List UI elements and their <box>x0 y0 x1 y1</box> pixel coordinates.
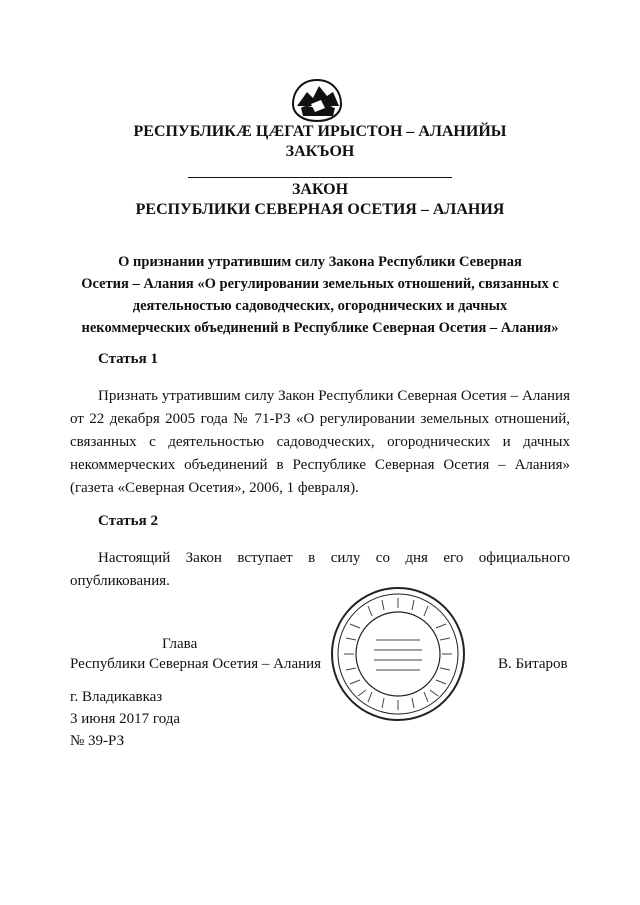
header-divider <box>188 177 452 178</box>
law-title-line: О признании утратившим силу Закона Республики Северная <box>118 254 522 270</box>
ossetian-law-word: ЗАКЪОН <box>285 143 355 160</box>
law-title-line: деятельностью садоводческих, огороднических и дачных <box>132 298 508 314</box>
footer-city: г. Владикавказ <box>70 689 163 705</box>
footer-number: № 39-РЗ <box>70 733 125 749</box>
law-title-line: некоммерческих объединений в Республике Северная Осетия – Алания» <box>81 320 559 336</box>
signatory-name: В. Битаров <box>498 656 568 672</box>
article-1-text: Признать утратившим силу Закон Республики Северная Осетия – Алания от 22 декабря 2005 года № 71-РЗ «О регулировании земельных отношений, связанных с деятельностью садоводческих, огороднических и дачных некоммерческих объединений в Республике Северная Осетия – Алания» (газета «Северная Осетия», 2006, 1 февраля). <box>70 388 570 496</box>
article-2-heading: Статья 2 <box>98 513 158 529</box>
law-title <box>70 251 570 339</box>
footer-date: 3 июня 2017 года <box>70 711 181 727</box>
russian-republic-name: РЕСПУБЛИКИ СЕВЕРНАЯ ОСЕТИЯ – АЛАНИЯ <box>135 201 505 218</box>
russian-law-word: ЗАКОН <box>291 181 349 198</box>
law-title-line: Осетия – Алания «О регулировании земельных отношений, связанных с <box>81 276 559 292</box>
official-seal-icon <box>328 584 468 724</box>
document-footer <box>70 686 180 752</box>
signatory-title-line1: Глава <box>162 636 198 652</box>
coat-of-arms-icon <box>291 78 343 122</box>
ossetian-republic-name: РЕСПУБЛИКӔ ЦӔГАТ ИРЫСТОН – АЛАНИЙЫ <box>133 123 507 140</box>
article-1-heading: Статья 1 <box>98 351 158 367</box>
article-2-text: Настоящий Закон вступает в силу со дня его официального опубликования. <box>70 550 570 589</box>
signatory-title-line2: Республики Северная Осетия – Алания <box>70 656 322 672</box>
